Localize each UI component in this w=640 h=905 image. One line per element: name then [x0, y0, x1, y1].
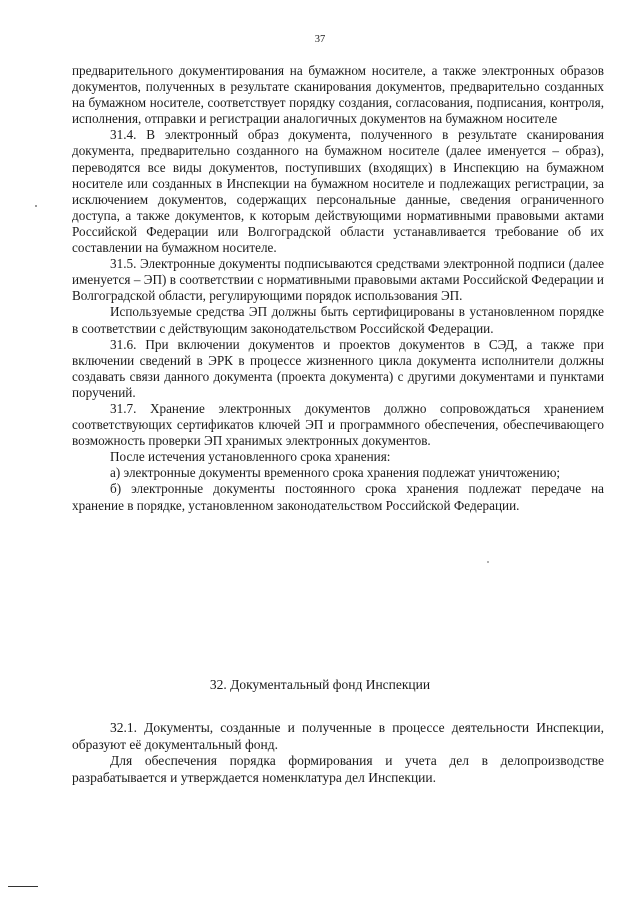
paragraph-after-expiry: После истечения установленного срока хранения:: [110, 449, 391, 465]
scan-speck: [487, 561, 489, 563]
page-number: 37: [314, 34, 326, 45]
paragraph-item-a: а) электронные документы временного срока хранения подлежат уничтожению;: [110, 465, 561, 481]
paragraph-31-6: 31.6. При включении документов и проектов документов в СЭД, а также при включении сведений в ЭРК в процессе жизненного цикла документа исполнители должны создавать связи данного документа (проекта документа) с другими документами и пунктами поручений.: [72, 336, 604, 400]
paragraph-31-4: 31.4. В электронный образ документа, полученного в результате сканирования документа, предварительно созданного на бумажном носителе (далее именуется – образ), переводятся все виды документов, поступивших (входящих) в Инспекцию на бумажном носителе или созданных в Инспекции на бумажном носителе и подлежащих регистрации, за исключением документов, содержащих персональные данные, сведения ограниченного доступа, а также документов, к которым действующими нормативными правовыми актами Российской Федерации или Волгоградской области устанавливается требование об их составлении на бумажном носителе.: [72, 127, 604, 256]
paragraph-continuation: предварительного документирования на бумажном носителе, а также электронных образов документов, полученных в результате сканирования документов, предварительно созданных на бумажном носителе, соответствует порядку создания, согласования, подписания, контроля, исполнения, отправки и регистрации аналогичных документов на бумажном носителе: [72, 63, 604, 127]
paragraph-nomenclature: Для обеспечения порядка формирования и учета дел в делопроизводстве разрабатывается и утверждается номенклатура дел Инспекции.: [72, 753, 604, 785]
section-32-heading: 32. Документальный фонд Инспекции: [209, 677, 431, 692]
scan-speck: [35, 205, 37, 207]
paragraph-32-1: 32.1. Документы, созданные и полученные в процессе деятельности Инспекции, образуют её документальный фонд.: [72, 720, 604, 752]
paragraph-31-5: 31.5. Электронные документы подписываются средствами электронной подписи (далее именуется – ЭП) в соответствии с нормативными правовыми актами Российской Федерации и Волгоградской области, регулирующими порядок использования ЭП.: [72, 256, 604, 304]
footnote-rule: [8, 886, 38, 887]
paragraph-item-b: б) электронные документы постоянного срока хранения подлежат передаче на хранение в порядке, установленном законодательством Российской Федерации.: [72, 481, 604, 513]
paragraph-31-7: 31.7. Хранение электронных документов должно сопровождаться хранением соответствующих сертификатов ключей ЭП и программного обеспечения, обеспечивающего возможность проверки ЭП хранимых электронных документов.: [72, 400, 604, 449]
section-32-body: [72, 720, 604, 786]
paragraph-ep-certification: Используемые средства ЭП должны быть сертифицированы в установленном порядке в соответствии с действующим законодательством Российской Федерации.: [72, 304, 604, 336]
section-31-body: [72, 63, 604, 514]
